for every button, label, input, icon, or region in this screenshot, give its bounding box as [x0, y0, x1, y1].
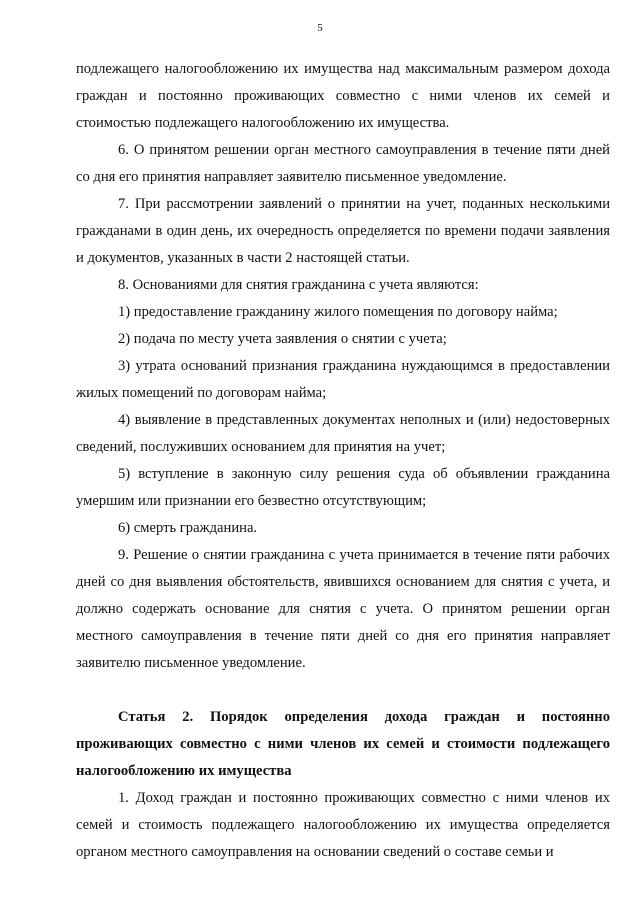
paragraph-7: 7. При рассмотрении заявлений о принятии на учет, поданных несколькими гражданами в один день, их очередность определяется по времени подачи заявления и документов, указанных в части 2 настоящей статьи.: [76, 196, 610, 266]
paragraph-6: 6. О принятом решении орган местного самоуправления в течение пяти дней со дня его принятия направляет заявителю письменное уведомление.: [76, 142, 610, 185]
article-2-paragraph-1: 1. Доход граждан и постоянно проживающих совместно с ними членов их семей и стоимость подлежащего налогообложению их имущества определяется органом местного самоуправления на основании сведений о составе семьи и: [76, 790, 610, 860]
list-item-4: 4) выявление в представленных документах неполных и (или) недостоверных сведений, послуживших основанием для принятия на учет;: [76, 412, 610, 455]
list-item-2: 2) подача по месту учета заявления о снятии с учета;: [118, 331, 447, 347]
paragraph-8: 8. Основаниями для снятия гражданина с учета являются:: [118, 277, 479, 293]
article-2-heading: Статья 2. Порядок определения дохода граждан и постоянно проживающих совместно с ними членов их семей и стоимости подлежащего налогообложению их имущества: [76, 709, 610, 779]
paragraph-9: 9. Решение о снятии гражданина с учета принимается в течение пяти рабочих дней со дня выявления обстоятельств, явившихся основанием для снятия с учета, и должно содержать основание для снятия с учета. О принятом решении орган местного самоуправления в течение пяти дней со дня его принятия направляет заявителю письменное уведомление.: [76, 547, 610, 671]
list-item-3: 3) утрата оснований признания гражданина нуждающимся в предоставлении жилых помещений по договорам найма;: [76, 358, 610, 401]
page-number: 5: [317, 22, 323, 34]
list-item-6: 6) смерть гражданина.: [118, 520, 258, 536]
paragraph-continuation: подлежащего налогообложению их имущества над максимальным размером дохода граждан и постоянно проживающих совместно с ними членов их семей и стоимостью подлежащего налогообложению их имущества.: [76, 61, 610, 131]
document-body: [76, 56, 610, 866]
list-item-5: 5) вступление в законную силу решения суда об объявлении гражданина умершим или признании его безвестно отсутствующим;: [76, 466, 610, 509]
list-item-1: 1) предоставление гражданину жилого помещения по договору найма;: [118, 304, 558, 320]
